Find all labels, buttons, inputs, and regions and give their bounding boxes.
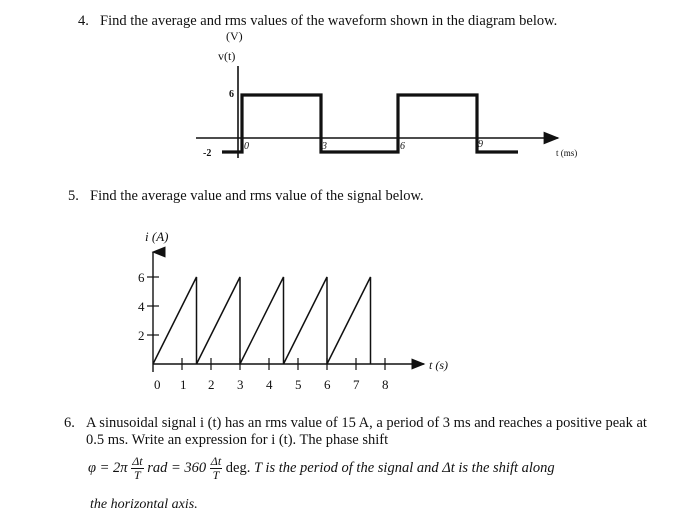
eq-fraction-1 (131, 455, 143, 482)
q4-y-label: v(t) (218, 49, 236, 63)
q5-x-tick-1: 1 (180, 377, 187, 392)
eq-fraction-2 (210, 455, 222, 482)
eq-deg: deg. (225, 459, 251, 476)
q4-x-tick-0: 0 (244, 141, 249, 152)
q5-x-tick-2: 2 (208, 377, 215, 392)
eq-phi: φ = 2π (88, 459, 128, 476)
q5-sawtooth (153, 277, 371, 364)
question-5-text: Find the average value and rms value of the signal below. (90, 188, 424, 204)
question-6 (64, 414, 647, 432)
question-4-number: 4. (78, 13, 89, 29)
eq-tail: T is the period of the signal and Δt is the shift along (253, 459, 555, 476)
question-6-line4: the horizontal axis. (90, 497, 198, 512)
q4-chart (196, 29, 577, 159)
q5-y-tick-4: 4 (138, 299, 145, 314)
q5-x-tick-3: 3 (237, 377, 244, 392)
q5-x-label: t (s) (429, 358, 448, 372)
q5-x-tick-4: 4 (266, 377, 273, 392)
q5-x-tick-8: 8 (382, 377, 389, 392)
question-4-text: Find the average and rms values of the waveform shown in the diagram below. (100, 13, 558, 29)
q4-x-tick-9: 9 (478, 139, 483, 150)
eq-fraction-1-top: Δt (132, 454, 143, 468)
question-6-line1: A sinusoidal signal i (t) has an rms value of 15 A, a period of 3 ms and reaches a positive peak at (86, 415, 647, 431)
q4-x-tick-6: 6 (400, 141, 405, 152)
eq-fraction-2-top: Δt (210, 454, 222, 468)
question-6-number: 6. (64, 415, 75, 431)
q5-x-tick-7: 7 (353, 377, 360, 392)
phase-shift-equation (88, 455, 555, 482)
q5-chart (138, 229, 448, 392)
q4-waveform (222, 95, 518, 152)
eq-rad: rad = 360 (147, 459, 207, 476)
q4-y-unit: (V) (226, 29, 243, 43)
q4-x-label: t (ms) (556, 148, 578, 158)
q5-x-tick-6: 6 (324, 377, 331, 392)
q4-x-tick-3: 3 (322, 141, 327, 152)
question-6-line2: 0.5 ms. Write an expression for i (t). The phase shift (86, 432, 389, 448)
eq-fraction-1-bottom: T (134, 468, 141, 482)
eq-fraction-2-bottom: T (212, 468, 220, 482)
q5-y-tick-2: 2 (138, 328, 145, 343)
q4-y-high-tick: 6 (229, 89, 234, 100)
q4-y-low-tick: -2 (203, 148, 212, 159)
q5-y-label: i (A) (145, 229, 169, 244)
q5-y-tick-6: 6 (138, 270, 145, 285)
q5-x-tick-5: 5 (295, 377, 302, 392)
question-5-number: 5. (68, 188, 79, 204)
q5-x-tick-0: 0 (154, 377, 161, 392)
question-5 (68, 187, 424, 205)
